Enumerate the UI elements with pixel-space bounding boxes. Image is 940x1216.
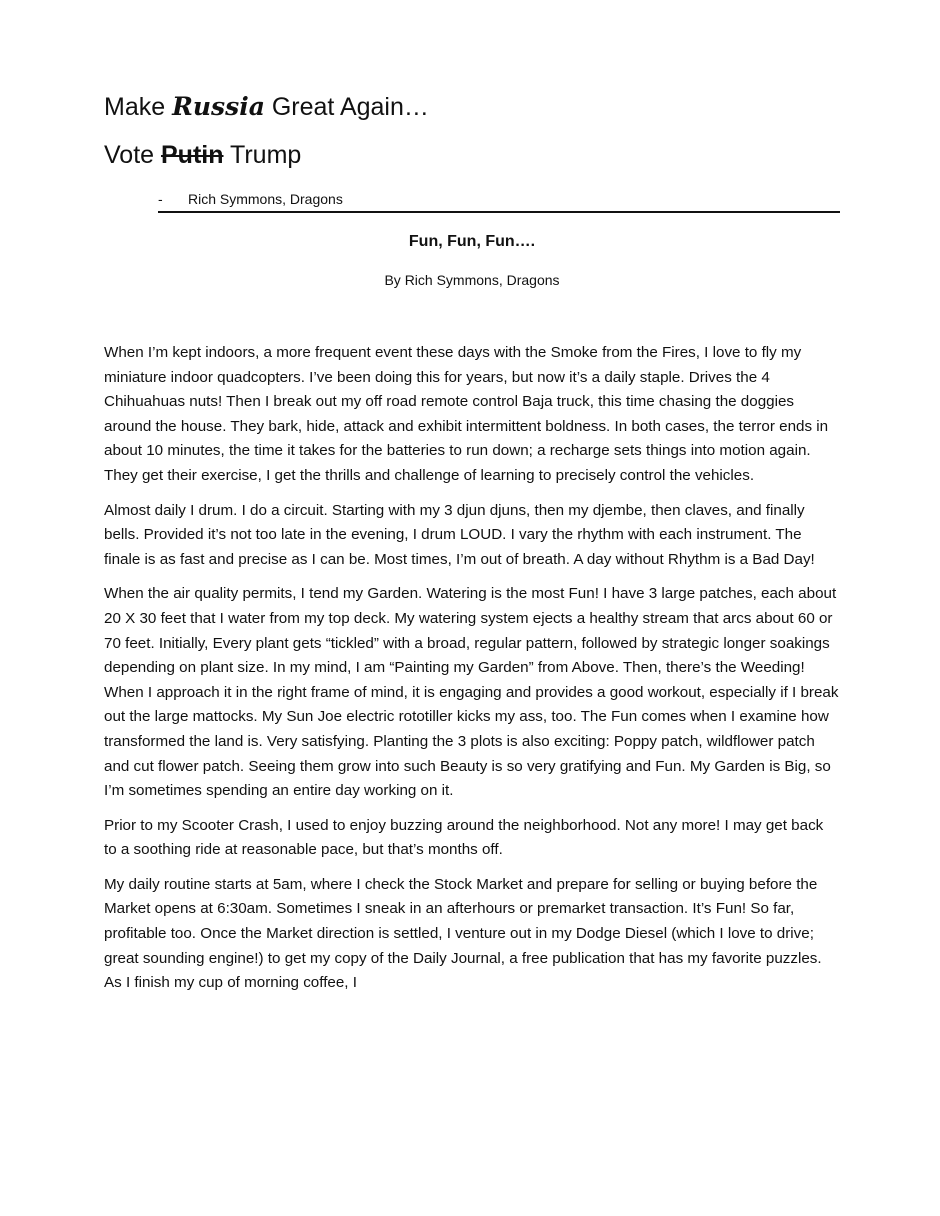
- headline-make-russia-great: [104, 92, 429, 122]
- headline2-struck-name: Putin: [161, 141, 224, 169]
- headline1-suffix: Great Again…: [264, 93, 429, 121]
- paragraph-drumming: Almost daily I drum. I do a circuit. Starting with my 3 djun djuns, then my djembe, then claves, and finally bells. Provided it’s not too late in the evening, I drum LOUD. I vary the rhythm with each instrument. The finale is as fast and precise as I can be. Most times, I’m out of breath. A day without Rhythm is a Bad Day!: [104, 501, 815, 568]
- paragraph-daily-routine: My daily routine starts at 5am, where I check the Stock Market and prepare for selling or buying before the Market opens at 6:30am. Sometimes I sneak in an afterhours or premarket transaction. It’s Fun! So far, profitable too. Once the Market direction is settled, I venture out in my Dodge Diesel (which I love to drive; great sounding engine!) to get my copy of the Daily Journal, a free publication that has my favorite puzzles. As I finish my cup of morning coffee, I: [104, 875, 822, 992]
- attribution-dash: -: [158, 191, 163, 207]
- article-title: Fun, Fun, Fun….: [408, 233, 536, 250]
- headline1-russia-word: Russia: [172, 92, 265, 121]
- paragraph-garden: When the air quality permits, I tend my Garden. Watering is the most Fun! I have 3 large patches, each about 20 X 30 feet that I water from my top deck. My watering system ejects a healthy stream that arcs about 60 or 70 feet. Initially, Every plant gets “tickled” with a broad, regular pattern, followed by strategic longer soakings depending on plant size. In my mind, I am “Painting my Garden” from Above. Then, there’s the Weeding! When I approach it in the right frame of mind, it is engaging and provides a good workout, especially if I break out the large mattocks. My Sun Joe electric rototiller kicks my ass, too. The Fun comes when I examine how transformed the land is. Very satisfying. Planting the 3 plots is also exciting: Poppy patch, wildflower patch and cut flower patch. Seeing them grow into such Beauty is so very gratifying and Fun. My Garden is Big, so I’m sometimes spending an entire day working on it.: [104, 585, 839, 800]
- paragraph-scooter: Prior to my Scooter Crash, I used to enjoy buzzing around the neighborhood. Not any more! I may get back to a soothing ride at reasonable pace, but that’s months off.: [104, 816, 824, 859]
- article-body: [104, 341, 840, 1006]
- header-attribution: [158, 191, 343, 207]
- headline-vote: [104, 141, 301, 170]
- paragraph-quadcopters: When I’m kept indoors, a more frequent event these days with the Smoke from the Fires, I love to fly my miniature indoor quadcopters. I’ve been doing this for years, but now it’s a daily staple. Drives the 4 Chihuahuas nuts! Then I break out my off road remote control Baja truck, this time chasing the doggies around the house. They bark, hide, attack and exhibit intermittent boldness. In both cases, the terror ends in about 10 minutes, the time it takes for the batteries to run down; a recharge sets things into motion again. They get their exercise, I get the thrills and challenge of learning to precisely control the vehicles.: [104, 344, 829, 484]
- headline2-prefix: Vote: [104, 141, 161, 169]
- headline1-prefix: Make: [104, 93, 173, 121]
- header-divider: [158, 211, 840, 213]
- article-byline: By Rich Symmons, Dragons: [384, 272, 560, 288]
- headline2-suffix: Trump: [223, 141, 302, 169]
- attribution-text: Rich Symmons, Dragons: [188, 191, 343, 207]
